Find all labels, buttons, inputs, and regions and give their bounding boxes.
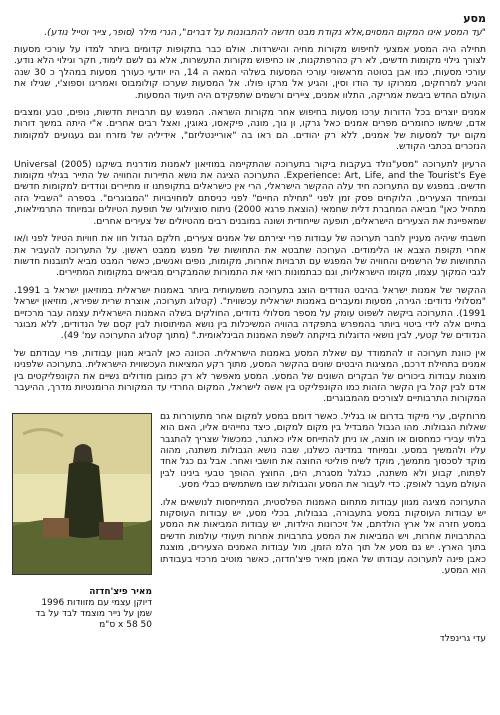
paragraph-borders: מרוחקים, ערי מיקוד בדרום או בגליל. כאשר דומם במסע למקום אחר מתעוררות גם שאלות הגבולות. מהו הגבול המבדיל בין מקום למקום, כיצד נחייהים אליו, האם הוא בלתי עבירי כמחסום או חוצה, או ניתן להתייחס אליו כאתגר, כמכשול שצריך להתגבר עליו ולהמשיך במסע. ובמיוחד במדינה כשלנו, שבה נושא הגבולות משתנה, מהוה מוקד לסכסוך מתמשך, מוקד לשיח פוליטי החוצה את חושבי ואחר. אבל גם כגל אחד לפתוח, קבוע ולא משתנה, כגלגל מסגרת, הים, החוצץ ההופך טבעי בינינו לבין העולם מעבר לאופק. כדי לעבור את המסע והגבולות שבו משתמשים כבלי מסע. <box>160 410 486 491</box>
self-portrait-with-suitcases-painting <box>12 413 152 575</box>
paragraph-artists: אמנים יוצרים בכל הדורות ערכו מסעות בחיפוש אחר מקורות השראה. המפגש עם תרבויות חדשות, נופים, טבע ומצבים אדם, שימשו כחומרים מפרים אמנים כאל גרקו, ון גוך, מונה, פיקאסו, גאוגין, ואצל רבים אחרים. א"י היתה במשך דורות מקום יעד למסעות של אמנים, ללא רק יהודים. הם ראו בה "אוריינטליזם", אידיליה של מזרח וגם געגועים למקומות הנזכרים בכתבי הקודש. <box>14 107 486 153</box>
painting-caption <box>14 587 152 631</box>
paragraph-intent: אין כוונת תערוכה זו להתמודד עם שאלת המסע באמנות הישראלית. הכוונה כאן להביא מגוון עבודות, פרי עבודתם של אמנים בתחילת דרכם, המציגות היבטים שונים בהקשר המסע, מתוך רקע המציאות העכשווית הישראלית. בתערוכה שלפנינו מוצגות עבודות ביכורים של הבקרים השונים של המסע. המסע מאפשר לא רק כמובן מודולים נשיים את הקונפליקטים בין אדם לבין קהל בין הקשר הזהות כמו הקונפליקט בין אשה לישראל, המקום החרדי עד המקורות הרומנטיות מדרך, ההיעבר המקורות התרבותיים לצורכים מהמבוגרים. <box>14 347 486 405</box>
author-signature: עדי גרינפלד <box>439 632 486 644</box>
paragraph-israeli-context: ההקשר של אמנות ישראל בהיבט הנודדים הוצג בתערוכה משמעותית ביותר באמנות ישראלית במוזיאון ישראל ב 1991. "מסלולי נדודים: הגירה, מסעות ומעברים באמנות ישראלית עכשווית". (קטלוג תערוכה, אוצרת שרית שפירא, מוזיאון ישראל 1991). התערוכה ביקשה לשפוט עומק על מספר מסלולי נדודים, החולקים בשלה האמנות הישראלית עצמה עבר מרכזיים בתיים אלה לידי ביטוי ביותר בהמפרש בתפקדה בהוויה המשיכלות בין נושא המיתוסות לבין קסם של הנדודים, ללא מבוגר הנדודים של קטעי, לבין נושאי הדוגלות בזיקתה לשפת האמנות הבינלאומית." (מתוך קטלוג התערוכה עמ' 49). <box>14 284 486 342</box>
painting-figure <box>14 413 152 631</box>
paragraph-exhibition-idea: הרעיון לתערוכה "מסע"נולד בעקבות ביקור בתערוכה שהתקיימה במוזיאון לאמנות מודרנית בשיקגו (2005) Universal Experience: Art, Life, and the Tourist's Eye. התערוכה הציגה את נושא התיירות והחוויה של התייר בגילוי מקומות חדשים. במפגש עם התערוכה חיד עלה ההקשר הישראלי, הרי אין כישראלים בתקופתנו זו מתיירים ונודדים למקומות חדשים ובמיוחד הצעירים, הלוקחים פסק זמן לפני "תחילת החיים" לפני כניסתם למחויבויות "המבוגרים". בספרה "השביל הזה מתחיל כאן" מביאה המחברת דלית שחמאי (הוצאת פרגא 2000) ניתוח סוציולוגי של תופעת הטיולים ובמיוחד התרמילאות, שמאפיינת את הצעירים הישראלים, תופעה שייחודית ושונה במובנים רבים מהטיולים של צעירים אחרים. <box>14 158 487 227</box>
painting-section <box>14 410 486 630</box>
painting-size: 50 x 58 ס"מ <box>99 619 152 630</box>
paragraph-works: התערוכה מציגה מגוון עבודות מתחום האמנות הפלסטית, המתייחסות לנושאים אלו. יש עבודות העוסקות במסע בתעבורה, בגבולות, בכלי מסע, יש עבודות העוסקות במסע חזרה אל ארץ הולדתם, אל זיכרונות הילדות, יש עבודות המביאות את המסע בהתרבויות אחרות, ויש המביאות את המסע בתרבויות אחרות תיעודי עולמות חדשים בתוך הארץ. יש גם מסע אל תוך הלמ הזמן, מול עבודות האמנים הצעירים, מוצגת כאבן פינה לתערוכה עבודתו של האמן מאיר פיצ'חדזה, כאשר מוטיב מרכזי בעבודתו הוא המסע. <box>160 496 486 577</box>
epigraph-quote: "עד המסע אינו המקום המסוים,אלא נקודת מבט חדשה להתבוננות על דברים", הנרי מילר (סופר, צייר וטייל נודע). <box>44 27 486 38</box>
article <box>14 12 486 644</box>
painting-medium: שמן על נייר מוצמד לבד על בד <box>35 608 152 619</box>
painting-artist: מאיר פיצ'חדזה <box>89 586 152 597</box>
paragraph-young-artists: חשבתי שיהיה מעניין לחבר תערוכה של עבודות פרי יצירתם של אמנים צעירים, חלקם הגדול חוו את חוויות הטיול לפני ו/או אחרי תקופת הצבא או הלימודים. הערוכה שתבטא את התחושות של מפגש ממבט ראשון. על התערוכה להעביר את התחושות של הרשמים והחוויה של המפגש עם תרבויות אחרות, מקומות, נופים ואנשים, כאשר המבט מביא לתובנות חדשות לגבי המקוך עצמו, מקומו הישראליות, וגם כבתמונות רואי את התמורות שהמבקרים מביאים במקומות המתיירים. <box>14 233 486 279</box>
article-title: מסע <box>463 12 486 25</box>
paragraph-history: תחילה היה המסע אמצעי לחיפוש מקורות מחיה והישרדות. אולם כבר בתקופות קדומים ביותר למדו על עורכי מסעות לצורך גילוי מקומות חדשים, לא רק כהרפתקנות, או כחיפוש מקורות התעשרות, אלא גם לשם לימוד, חקר וגילוי הלא נודע. עורכי מסעות, כמו אבן בטוטה מראשוני עורכי המסעות בשלהי המאה ה 14, היו יודעי כעורך מסעות במהלך כ 30 שנה והגיע למרחקים, ממרוקו עד הודו וסין, והגיע אל מרקו פולו. אל המסעות שערכו קולומבוס ואמריגו וספוצ'י, שגילו את העולם החדש ביבשת אמריקה, התלוו אמנים, ציירים ורשמים שתפקידם היה תיעוד המסעות. <box>14 44 486 101</box>
painting-title: דיוקן עצמי עם מזוודות 1996 <box>41 597 152 608</box>
